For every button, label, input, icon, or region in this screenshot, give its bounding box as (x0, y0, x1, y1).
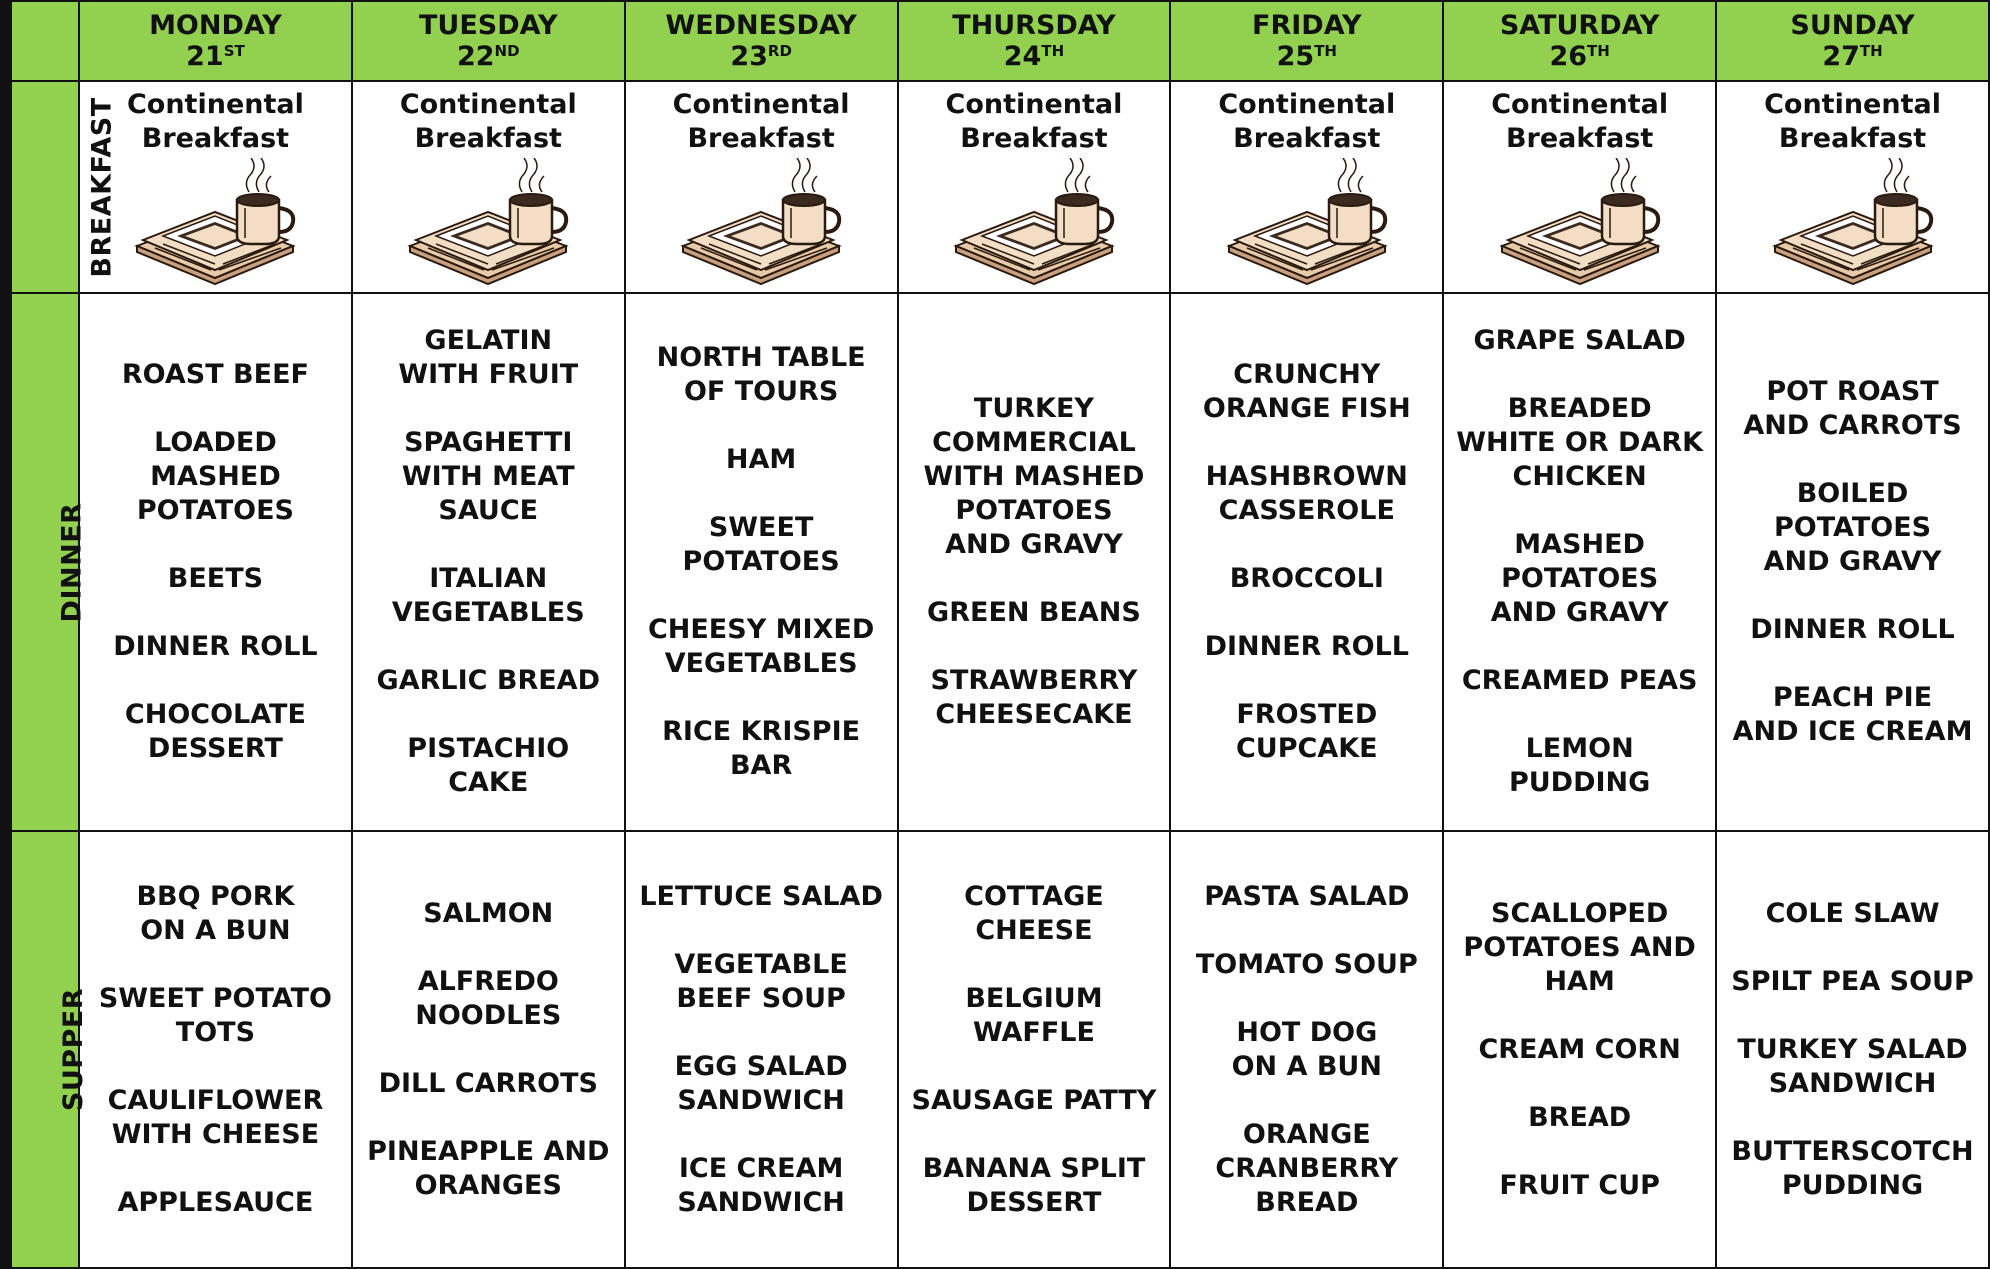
breakfast-cell-monday (79, 81, 352, 293)
dinner-item: CRUNCHY ORANGE FISH (1202, 359, 1411, 424)
newspaper-and-coffee-icon (1207, 158, 1407, 288)
day-number: 22 (456, 41, 495, 72)
day-header-sunday (1716, 1, 1989, 81)
dinner-item: MASHED POTATOES AND GRAVY (1490, 529, 1669, 628)
dinner-item: NORTH TABLE OF TOURS (656, 342, 866, 407)
breakfast-cell-wednesday (625, 81, 898, 293)
dinner-item: DINNER ROLL (1750, 614, 1955, 645)
day-suffix: ND (494, 42, 520, 60)
supper-item: APPLESAUCE (117, 1186, 314, 1218)
breakfast-cell-sunday (1716, 81, 1989, 293)
dinner-cell-monday (79, 293, 352, 831)
dinner-item: PEACH PIE AND ICE CREAM (1732, 682, 1973, 747)
dinner-cell-thursday (898, 293, 1171, 831)
supper-cell-sunday (1716, 831, 1989, 1268)
dinner-item: STRAWBERRY CHEESECAKE (930, 665, 1138, 730)
breakfast-text: Continental Breakfast (1491, 89, 1669, 154)
dinner-item: ITALIAN VEGETABLES (391, 563, 585, 628)
supper-item: SAUSAGE PATTY (911, 1084, 1157, 1116)
dinner-item: TURKEY COMMERCIAL WITH MASHED POTATOES AND GRAVY (923, 393, 1145, 560)
day-name: WEDNESDAY (665, 10, 857, 41)
dinner-item: DINNER ROLL (1204, 631, 1410, 662)
dinner-cell-sunday (1716, 293, 1989, 831)
day-number: 25 (1276, 41, 1315, 72)
dinner-item: GRAPE SALAD (1473, 325, 1686, 356)
dinner-item: BOILED POTATOES AND GRAVY (1763, 478, 1942, 577)
dinner-item: CREAMED PEAS (1461, 665, 1698, 696)
supper-cell-thursday (898, 831, 1171, 1268)
supper-item: CAULIFLOWER WITH CHEESE (107, 1084, 324, 1150)
day-header-monday (79, 1, 352, 81)
newspaper-and-coffee-icon (1480, 158, 1680, 288)
newspaper-and-coffee-icon (115, 158, 315, 288)
breakfast-cell-thursday (898, 81, 1171, 293)
supper-item: SCALLOPED POTATOES AND HAM (1463, 897, 1696, 997)
day-number: 27 (1822, 41, 1860, 72)
day-number: 26 (1549, 41, 1588, 72)
supper-item: CREAM CORN (1478, 1033, 1681, 1065)
supper-item: SWEET POTATO TOTS (98, 982, 332, 1048)
dinner-item: CHEESY MIXED VEGETABLES (647, 614, 875, 679)
breakfast-row (6, 81, 1989, 293)
supper-item: PASTA SALAD (1204, 880, 1410, 912)
supper-row (6, 831, 1989, 1268)
newspaper-and-coffee-icon (934, 158, 1134, 288)
dinner-item: CHOCOLATE DESSERT (124, 699, 306, 764)
day-header-saturday (1443, 1, 1716, 81)
dinner-item: GELATIN WITH FRUIT (398, 325, 579, 390)
supper-item: VEGETABLE BEEF SOUP (674, 948, 848, 1014)
dinner-item: HASHBROWN CASSEROLE (1205, 461, 1408, 526)
supper-item: BBQ PORK ON A BUN (136, 880, 295, 946)
day-number: 23 (730, 41, 768, 72)
dinner-item: GARLIC BREAD (376, 665, 600, 696)
supper-item: HOT DOG ON A BUN (1231, 1016, 1382, 1082)
breakfast-cell-saturday (1443, 81, 1716, 293)
day-suffix: RD (767, 42, 792, 60)
newspaper-and-coffee-icon (661, 158, 861, 288)
dinner-label-cell (6, 293, 88, 831)
breakfast-text: Continental Breakfast (672, 89, 850, 154)
day-header-thursday (898, 1, 1171, 81)
supper-item: TOMATO SOUP (1195, 948, 1418, 980)
dinner-item: BEETS (167, 563, 264, 594)
day-header-row (6, 1, 1989, 81)
breakfast-text: Continental Breakfast (945, 89, 1123, 154)
newspaper-and-coffee-icon (1753, 158, 1953, 288)
supper-cell-friday (1170, 831, 1443, 1268)
supper-item: COLE SLAW (1765, 897, 1940, 929)
day-name: SUNDAY (1790, 10, 1915, 41)
breakfast-text: Continental Breakfast (1764, 89, 1941, 154)
day-number: 24 (1003, 41, 1042, 72)
day-name: TUESDAY (419, 10, 558, 41)
dinner-row (6, 293, 1989, 831)
dinner-cell-friday (1170, 293, 1443, 831)
dinner-item: POT ROAST AND CARROTS (1743, 376, 1962, 441)
dinner-label: DINNER (56, 502, 88, 622)
dinner-item: GREEN BEANS (927, 597, 1141, 628)
day-name: SATURDAY (1499, 10, 1660, 41)
supper-label-cell (6, 831, 90, 1268)
supper-cell-wednesday (625, 831, 898, 1268)
supper-item: SPILT PEA SOUP (1731, 965, 1974, 997)
supper-item: COTTAGE CHEESE (964, 880, 1104, 946)
supper-cell-saturday (1443, 831, 1716, 1268)
day-header-wednesday (625, 1, 898, 81)
dinner-cell-tuesday (352, 293, 625, 831)
dinner-cell-wednesday (625, 293, 898, 831)
dinner-item: HAM (725, 444, 797, 475)
supper-item: ALFREDO NOODLES (415, 965, 562, 1031)
supper-item: PINEAPPLE AND ORANGES (367, 1135, 610, 1201)
supper-item: ORANGE CRANBERRY BREAD (1215, 1118, 1399, 1218)
supper-item: FRUIT CUP (1499, 1169, 1660, 1201)
breakfast-cell-friday (1170, 81, 1443, 293)
day-suffix: TH (1041, 42, 1065, 60)
supper-cell-monday (79, 831, 352, 1268)
dinner-item: LEMON PUDDING (1508, 733, 1651, 798)
breakfast-cell-tuesday (352, 81, 625, 293)
day-suffix: ST (223, 42, 245, 60)
breakfast-label: BREAKFAST (86, 96, 118, 278)
supper-item: LETTUCE SALAD (639, 880, 883, 912)
supper-item: BREAD (1528, 1101, 1632, 1133)
dinner-item: SPAGHETTI WITH MEAT SAUCE (401, 427, 575, 526)
supper-item: DILL CARROTS (378, 1067, 598, 1099)
supper-item: BELGIUM WAFFLE (965, 982, 1103, 1048)
dinner-item: RICE KRISPIE BAR (662, 716, 861, 781)
header-corner (6, 1, 79, 81)
day-header-friday (1170, 1, 1443, 81)
supper-item: ICE CREAM SANDWICH (677, 1152, 845, 1218)
supper-item: EGG SALAD SANDWICH (674, 1050, 848, 1116)
day-header-tuesday (352, 1, 625, 81)
day-number: 21 (186, 41, 224, 72)
dinner-item: PISTACHIO CAKE (407, 733, 570, 798)
supper-item: BUTTERSCOTCH PUDDING (1731, 1135, 1974, 1201)
dinner-item: ROAST BEEF (121, 359, 309, 390)
day-name: THURSDAY (952, 10, 1116, 41)
day-name: FRIDAY (1252, 10, 1362, 41)
supper-item: BANANA SPLIT DESSERT (922, 1152, 1146, 1218)
day-name: MONDAY (149, 10, 282, 41)
breakfast-text: Continental Breakfast (1218, 89, 1396, 154)
dinner-item: LOADED MASHED POTATOES (136, 427, 294, 526)
supper-label: SUPPER (58, 987, 90, 1112)
newspaper-and-coffee-icon (388, 158, 588, 288)
breakfast-text: Continental Breakfast (399, 89, 577, 154)
dinner-item: BREADED WHITE OR DARK CHICKEN (1456, 393, 1704, 492)
breakfast-label-cell (6, 81, 118, 293)
dinner-item: SWEET POTATOES (682, 512, 840, 577)
dinner-item: BROCCOLI (1229, 563, 1384, 594)
dinner-cell-saturday (1443, 293, 1716, 831)
day-suffix: TH (1314, 42, 1337, 60)
supper-item: SALMON (423, 897, 554, 929)
dinner-item: DINNER ROLL (113, 631, 318, 662)
day-suffix: TH (1859, 42, 1883, 60)
supper-cell-tuesday (352, 831, 625, 1268)
supper-item: TURKEY SALAD SANDWICH (1737, 1033, 1968, 1099)
day-suffix: TH (1587, 42, 1610, 60)
breakfast-text: Continental Breakfast (126, 89, 304, 154)
dinner-item: FROSTED CUPCAKE (1235, 699, 1378, 764)
